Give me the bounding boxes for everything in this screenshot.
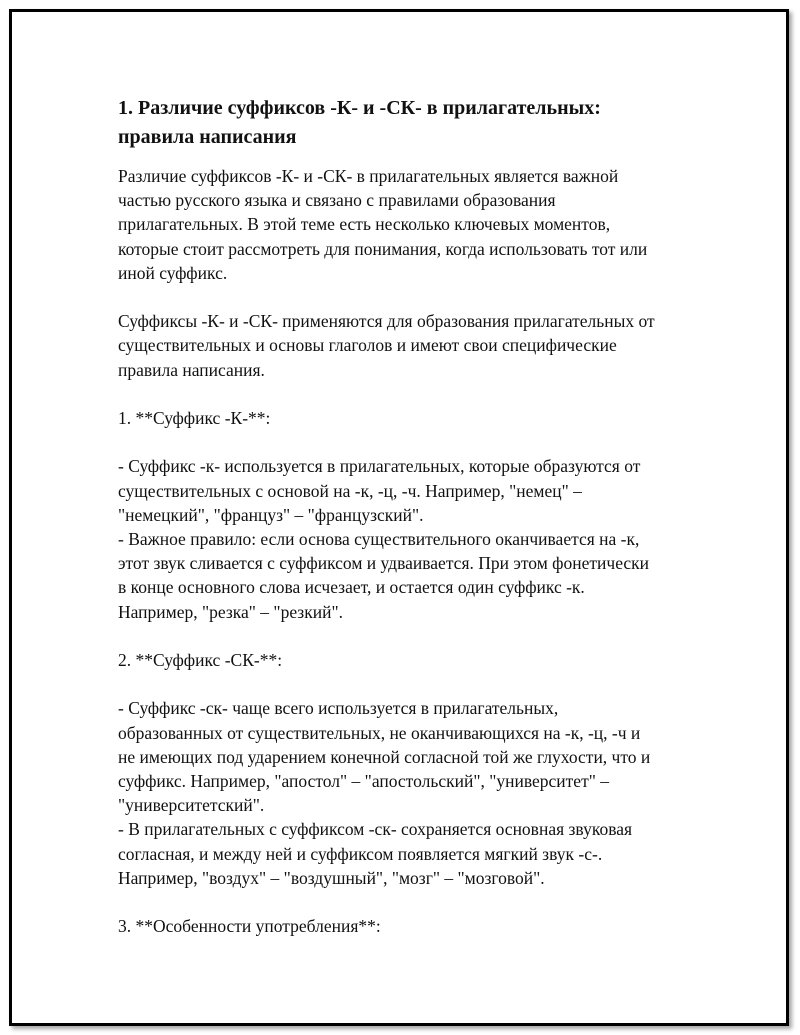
text-line: Например, "воздух" – "воздушный", "мозг" – "мозговой".	[118, 867, 545, 888]
text-line: суффикс. Например, "апостол" – "апостольский", "университет" –	[118, 771, 609, 791]
text-line: этот звук сливается с суффиксом и удваивается. При этом фонетически	[118, 553, 650, 574]
text-line: существительных и основы глаголов и имеют свои специфические	[118, 335, 617, 356]
paragraph-gap	[118, 672, 698, 696]
text-line: "университетский".	[118, 795, 265, 816]
text-line: Например, "резка" – "резкий".	[118, 601, 343, 622]
text-line: которые стоит рассмотреть для понимания, когда использовать тот или	[118, 238, 648, 259]
text-line: - Важное правило: если основа существительного оканчивается на -к,	[118, 529, 640, 549]
text-line: "немецкий", "француз" – "французский".	[118, 504, 424, 525]
text-line: согласная, и между ней и суффиксом появляется мягкий звук -с-.	[118, 843, 603, 864]
paragraph	[118, 914, 698, 938]
paragraph-gap	[118, 382, 698, 406]
text-line: образованных от существительных, не оканчивающихся на -к, -ц, -ч и	[118, 722, 641, 743]
text-line: правила написания.	[118, 359, 265, 380]
title-line: 1. Различие суффиксов -К- и -СК- в прилагательных:	[118, 97, 601, 119]
text-line: - В прилагательных с суффиксом -ск- сохраняется основная звуковая	[118, 819, 633, 840]
text-line: Суффиксы -К- и -СК- применяются для образования прилагательных от	[118, 311, 655, 332]
paragraph-gap	[118, 430, 698, 454]
text-line: прилагательных. В этой теме есть несколько ключевых моментов,	[118, 214, 611, 235]
text-line: 2. **Суффикс -СК-**:	[118, 650, 283, 670]
document-paragraphs	[118, 164, 698, 938]
text-line: существительных с основой на -к, -ц, -ч. Например, "немец" –	[118, 480, 582, 501]
paragraph-gap	[118, 285, 698, 309]
text-line: иной суффикс.	[118, 262, 228, 283]
text-line: 1. **Суффикс -К-**:	[118, 408, 271, 428]
paragraph	[118, 164, 698, 285]
document-body	[118, 94, 698, 938]
paragraph-gap	[118, 890, 698, 914]
text-line: Различие суффиксов -К- и -СК- в прилагательных является важной	[118, 166, 619, 186]
paragraph-gap	[118, 624, 698, 648]
text-line: 3. **Особенности употребления**:	[118, 916, 381, 937]
paragraph	[118, 454, 698, 623]
text-line: не имеющих под ударением конечной согласной той же глухости, что и	[118, 746, 651, 767]
text-line: в конце основного слова исчезает, и остается один суффикс -к.	[118, 577, 585, 598]
paragraph	[118, 696, 698, 890]
paragraph	[118, 648, 698, 672]
title-line: правила написания	[118, 126, 297, 148]
document-title	[118, 94, 698, 152]
paragraph	[118, 406, 698, 430]
text-line: - Суффикс -к- используется в прилагательных, которые образуются от	[118, 456, 641, 477]
text-line: - Суффикс -ск- чаще всего используется в прилагательных,	[118, 698, 559, 719]
paragraph	[118, 309, 698, 382]
text-line: частью русского языка и связано с правилами образования	[118, 190, 556, 211]
